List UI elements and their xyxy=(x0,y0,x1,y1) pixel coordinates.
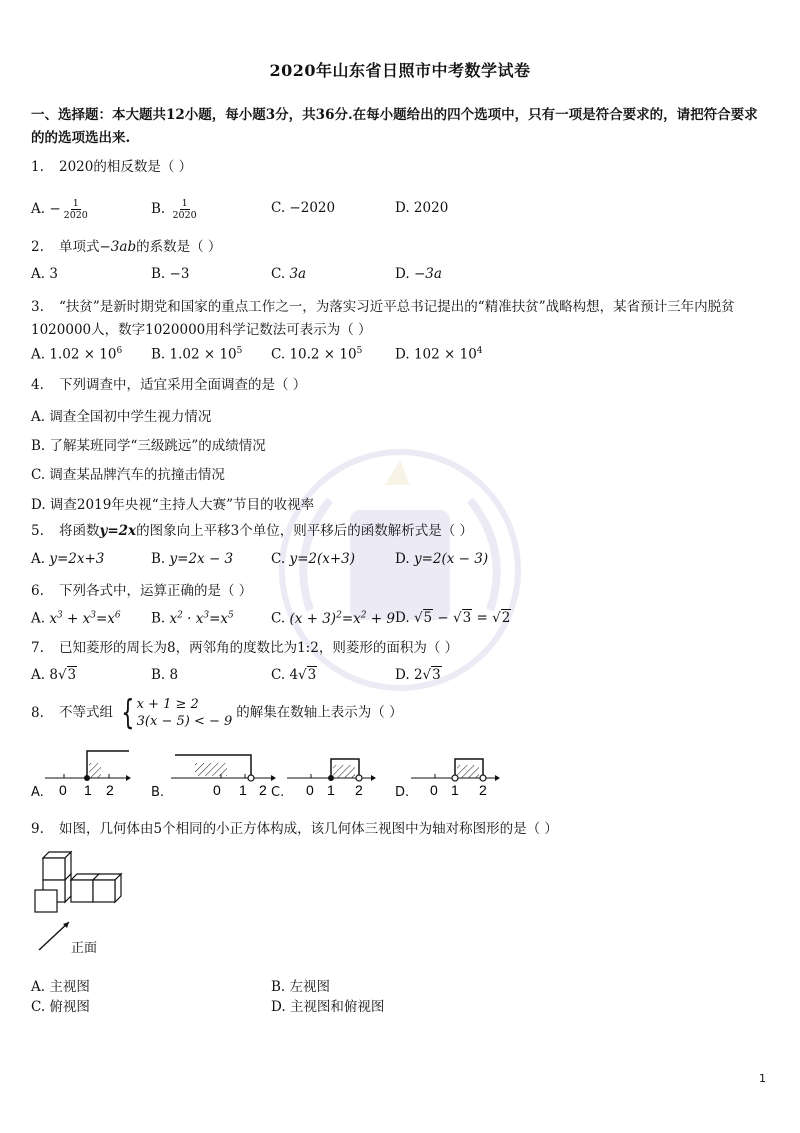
option-label: A. xyxy=(31,785,44,800)
option-c: C. 俯视图 xyxy=(31,999,90,1015)
math-expression: y=2x+3 xyxy=(49,551,105,567)
option-label: D. xyxy=(395,346,410,363)
option-label: C. xyxy=(271,785,285,800)
option-c: C. 4√3 xyxy=(271,667,317,683)
option-label: C. xyxy=(271,266,286,282)
radicand: 2 xyxy=(501,610,511,626)
denominator: 2020 xyxy=(63,210,88,221)
question-7-options xyxy=(31,667,771,691)
option-b: B. 左视图 xyxy=(271,979,331,995)
option-d: D. 2020 xyxy=(395,200,449,216)
number-line-b xyxy=(151,745,281,805)
option-d: D. 主视图和俯视图 xyxy=(271,999,385,1015)
tick-label: 1 xyxy=(451,782,459,798)
question-text: 2020的相反数是（ ） xyxy=(59,159,193,175)
option-c xyxy=(271,551,355,567)
math-expression: $(x + 3)^2=x^2 + 9$ xyxy=(289,610,395,627)
question-number: 6. xyxy=(31,583,44,599)
math-expression: $x^3 + x^3=x^6$ xyxy=(49,610,121,627)
option-label: D. xyxy=(395,785,410,800)
option-label: D. xyxy=(395,610,410,626)
radicand: 3 xyxy=(432,667,441,683)
tick-label: 2 xyxy=(479,782,487,798)
question-2-options xyxy=(31,266,771,290)
option-d xyxy=(395,551,488,567)
option-label: A. xyxy=(31,667,46,683)
tick-label: 0 xyxy=(306,782,314,798)
question-text: 单项式 xyxy=(59,239,100,255)
radicand: 5 xyxy=(423,610,433,626)
tick-label: 2 xyxy=(106,782,114,798)
option-b xyxy=(151,198,200,221)
math-expression: y=2(x − 3) xyxy=(413,551,489,567)
option-label: C. xyxy=(271,346,286,363)
inequality-row: x + 1 ≥ 2 xyxy=(136,697,199,712)
front-label: 正面 xyxy=(71,941,98,956)
tick-label: 2 xyxy=(355,782,363,798)
option-label: A. xyxy=(31,346,46,363)
math-expression: √5 − √3 = √2 xyxy=(413,610,511,626)
tick-label: 1 xyxy=(239,782,247,798)
math-expression: 3a xyxy=(289,266,307,282)
question-text: 不等式组 xyxy=(59,704,113,721)
question-number: 9. xyxy=(31,821,44,837)
question-number: 1. xyxy=(31,159,44,175)
option-b: B. 了解某班同学“三级跳远”的成绩情况 xyxy=(31,438,266,454)
option-label: B. xyxy=(151,551,166,567)
question-1 xyxy=(31,156,771,179)
question-3-options xyxy=(31,346,771,370)
question-text: 的解集在数轴上表示为（ ） xyxy=(236,704,403,721)
inequality-row: 3(x − 5) < − 9 xyxy=(136,714,233,729)
option-a xyxy=(31,745,131,805)
exponent: 6 xyxy=(116,346,123,356)
question-number: 7. xyxy=(31,640,44,656)
question-number: 4. xyxy=(31,377,44,393)
option-label: A. xyxy=(31,551,46,567)
radicand: 3 xyxy=(67,667,77,683)
coefficient: 8 xyxy=(49,667,58,683)
question-number: 3. xyxy=(31,299,44,315)
math-expression: 1.02 × 10 xyxy=(169,346,237,363)
question-text: 下列调查中，适宜采用全面调查的是（ ） xyxy=(59,377,307,393)
numerator: 1 xyxy=(181,198,188,209)
number-line-a xyxy=(31,745,131,805)
option-c: C. −2020 xyxy=(271,200,336,216)
question-4 xyxy=(31,374,771,397)
option-a xyxy=(31,346,122,363)
question-9-options-row2 xyxy=(31,995,631,1015)
question-text: 如图，几何体由5个相同的小正方体构成，该几何体三视图中为轴对称图形的是（ ） xyxy=(59,821,558,837)
option-b: B. −3 xyxy=(151,266,190,282)
question-number: 2. xyxy=(31,239,44,255)
option-label: B. xyxy=(151,201,166,217)
question-9 xyxy=(31,818,771,841)
option-a: A. 调查全国初中学生视力情况 xyxy=(31,409,212,425)
option-label: A. xyxy=(31,201,46,217)
exponent: 5 xyxy=(356,346,363,356)
question-text: 的系数是（ ） xyxy=(136,239,222,255)
question-6 xyxy=(31,580,771,603)
option-a: A. 主视图 xyxy=(31,979,90,995)
question-8 xyxy=(31,693,771,733)
math-expression: 10.2 × 10 xyxy=(289,346,357,363)
coefficient: 2 xyxy=(413,667,423,683)
option-a: A. 8√3 xyxy=(31,667,77,683)
option-label: D. xyxy=(395,551,410,567)
option-d xyxy=(395,266,442,282)
radicand: 3 xyxy=(307,667,317,683)
option-c xyxy=(271,266,306,282)
radicand: 3 xyxy=(462,610,472,626)
denominator: 2020 xyxy=(172,210,197,221)
option-c: C. 调查某品牌汽车的抗撞击情况 xyxy=(31,467,225,483)
inequality-system xyxy=(117,693,233,733)
question-text: 已知菱形的周长为8，两邻角的度数比为1:2，则菱形的面积为（ ） xyxy=(59,640,459,656)
option-a xyxy=(31,551,104,567)
page-title: 2020年山东省日照市中考数学试卷 xyxy=(269,61,531,80)
math-expression: y=2x − 3 xyxy=(169,551,234,567)
question-6-options xyxy=(31,610,771,634)
question-2 xyxy=(31,236,771,259)
option-label: D. xyxy=(395,266,410,282)
numerator: 1 xyxy=(72,198,79,209)
question-1-options xyxy=(31,198,771,222)
question-text: 的图象向上平移3个单位，则平移后的函数解析式是（ ） xyxy=(136,523,473,539)
option-label: D. xyxy=(395,667,410,683)
tick-label: 0 xyxy=(213,782,221,798)
minus-sign: − xyxy=(49,201,61,217)
question-5-options xyxy=(31,551,771,575)
option-b: B. 8 xyxy=(151,667,179,683)
question-number: 8. xyxy=(31,704,44,721)
option-d xyxy=(395,610,511,626)
math-expression: y=2(x+3) xyxy=(289,551,356,567)
option-a xyxy=(31,610,121,627)
number-line-c xyxy=(271,745,381,805)
option-b xyxy=(151,610,234,627)
math-expression: $x^2 \cdot x^3=x^5$ xyxy=(169,610,234,627)
option-c xyxy=(271,346,362,363)
question-3 xyxy=(31,296,771,342)
tick-label: 0 xyxy=(59,782,67,798)
question-text: “扶贫”是新时期党和国家的重点工作之一，为落实习近平总书记提出的“精准扶贫”战略构想，某省预计三年内脱贫1020000人，数字1020000用科学记数法可表示为（ ） xyxy=(31,299,735,338)
option-label: B. xyxy=(151,785,165,800)
question-number: 5. xyxy=(31,523,44,539)
option-d: D. 2√3 xyxy=(395,667,441,683)
option-d xyxy=(395,346,483,363)
question-7 xyxy=(31,637,771,660)
question-text: 将函数 xyxy=(59,523,100,539)
brace-icon: { xyxy=(121,693,135,733)
option-b xyxy=(151,551,233,567)
option-label: A. xyxy=(31,610,46,627)
tick-label: 0 xyxy=(430,782,438,798)
option-b xyxy=(151,346,242,363)
math-expression: y=2x xyxy=(99,523,137,539)
option-b xyxy=(151,745,281,805)
math-expression: −3a xyxy=(413,266,442,282)
number-line-d xyxy=(395,745,505,805)
question-5 xyxy=(31,520,771,543)
tick-label: 1 xyxy=(84,782,92,798)
option-label: C. xyxy=(271,610,286,627)
option-label: B. xyxy=(151,346,166,363)
tick-label: 2 xyxy=(259,782,267,798)
option-d xyxy=(395,745,505,805)
question-9-options-row1 xyxy=(31,975,631,995)
coefficient: 4 xyxy=(289,667,299,683)
option-d: D. 调查2019年央视“主持人大赛”节目的收视率 xyxy=(31,497,315,513)
fraction xyxy=(62,198,90,221)
math-expression: 102 × 10 xyxy=(413,346,477,363)
tick-label: 1 xyxy=(327,782,335,798)
section-heading: 一、选择题：本大题共12小题，每小题3分，共36分.在每小题给出的四个选项中，只有一项是符合要求的，请把符合要求的的选项选出来. xyxy=(31,107,758,146)
exponent: 4 xyxy=(476,346,483,356)
option-a xyxy=(31,198,91,221)
option-c xyxy=(271,610,395,627)
number-line-options xyxy=(31,745,501,805)
page-number: 1 xyxy=(759,1072,766,1085)
math-expression: 1.02 × 10 xyxy=(49,346,117,363)
math-expression: −3ab xyxy=(99,239,137,255)
option-label: B. xyxy=(151,610,166,627)
cube-figure xyxy=(31,850,141,960)
option-a: A. 3 xyxy=(31,266,58,282)
fraction xyxy=(171,198,199,221)
option-label: C. xyxy=(271,667,286,683)
option-c xyxy=(271,745,381,805)
exponent: 5 xyxy=(236,346,243,356)
question-text: 下列各式中，运算正确的是（ ） xyxy=(59,583,253,599)
option-label: C. xyxy=(271,551,286,567)
